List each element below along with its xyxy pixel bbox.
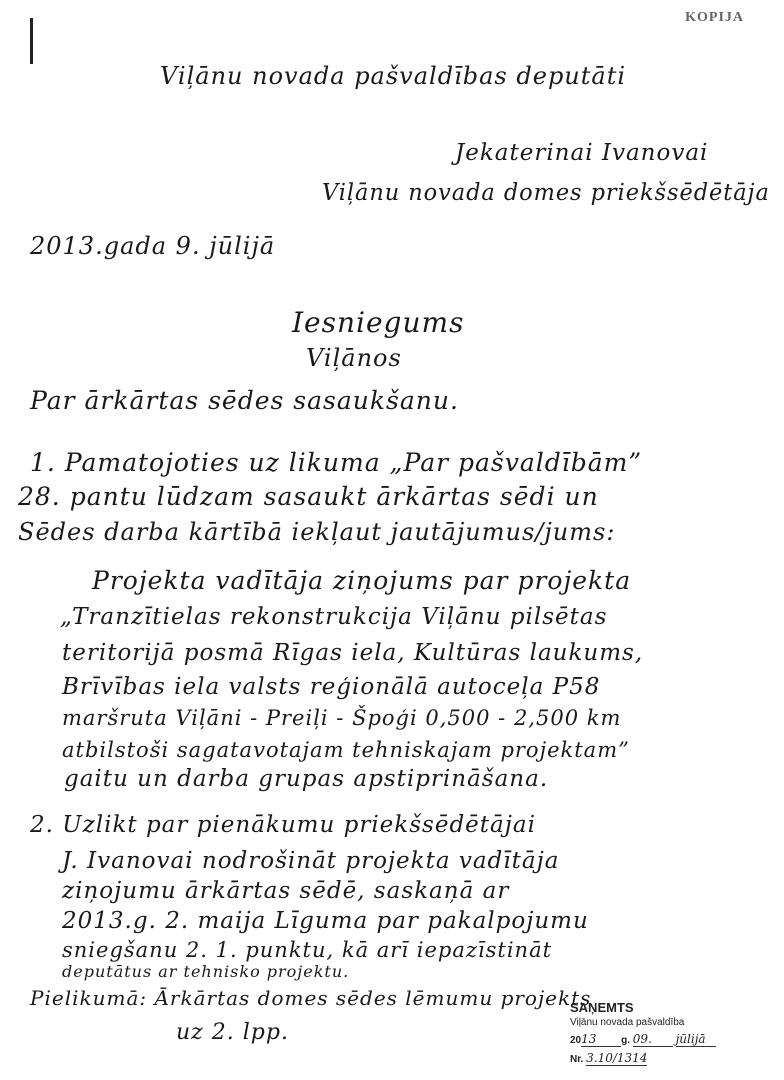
para2-line: 2. Uzlikt par pienākumu priekšsēdētājai <box>30 812 536 838</box>
para1-line: 28. pantu lūdzam sasaukt ārkārtas sēdi un <box>18 482 599 511</box>
recipient-title: Viļānu novada domes priekšsēdētāja <box>322 180 770 206</box>
para2-line: J. Ivanovai nodrošināt projekta vadītāja <box>62 848 560 874</box>
para2-line: deputātus ar tehnisko projektu. <box>62 962 350 981</box>
addressee-line: Viļānu novada pašvaldības deputāti <box>160 62 627 90</box>
letter-date: 2013.gada 9. jūlijā <box>30 232 276 260</box>
para2-line: ziņojumu ārkārtas sēdē, saskaņā ar <box>62 878 510 904</box>
para1b-line: teritorijā posmā Rīgas iela, Kultūras laukums, <box>62 640 644 666</box>
received-org: Viļānu novada pašvaldība <box>570 1017 685 1028</box>
recipient-name: Jekaterinai Ivanovai <box>455 140 709 166</box>
document-type: Iesniegums <box>292 306 465 339</box>
para1b-line: Brīvības iela valsts reģionālā autoceļa P58 <box>62 674 601 700</box>
para1-line: Sēdes darba kārtībā iekļaut jautājumus/jums: <box>18 518 616 546</box>
para1b-line: gaitu un darba grupas apstiprināšana. <box>64 766 549 792</box>
para1b-line: atbilstoši sagatavotajam tehniskajam projektam” <box>62 738 630 762</box>
para1b-line: Projekta vadītāja ziņojums par projekta <box>92 566 632 595</box>
margin-pen-mark <box>30 18 33 64</box>
received-number: Nr. 3.10/1314 <box>570 1051 648 1065</box>
received-title: SAŅEMTS <box>570 1000 634 1015</box>
para1b-line: „Tranzītielas rekonstrukcija Viļānu pilsētas <box>60 604 608 630</box>
para2-line: sniegšanu 2. 1. punktu, kā arī iepazīstināt <box>62 938 553 962</box>
para1-line: 1. Pamatojoties uz likuma „Par pašvaldībām” <box>30 448 643 477</box>
copy-stamp: KOPIJA <box>685 10 744 25</box>
attachment-line: Pielikumā: Ārkārtas domes sēdes lēmumu projekts <box>30 986 592 1010</box>
attachment-line: uz 2. lpp. <box>176 1020 289 1045</box>
document-subject: Par ārkārtas sēdes sasaukšanu. <box>30 386 459 415</box>
received-stamp <box>570 1000 770 1066</box>
document-place: Viļānos <box>306 344 402 372</box>
para1b-line: maršruta Viļāni - Preiļi - Špoģi 0,500 - 2,500 km <box>62 706 622 730</box>
received-date: 2013 g. 09. jūlijā <box>570 1032 770 1047</box>
para2-line: 2013.g. 2. maija Līguma par pakalpojumu <box>62 908 589 934</box>
